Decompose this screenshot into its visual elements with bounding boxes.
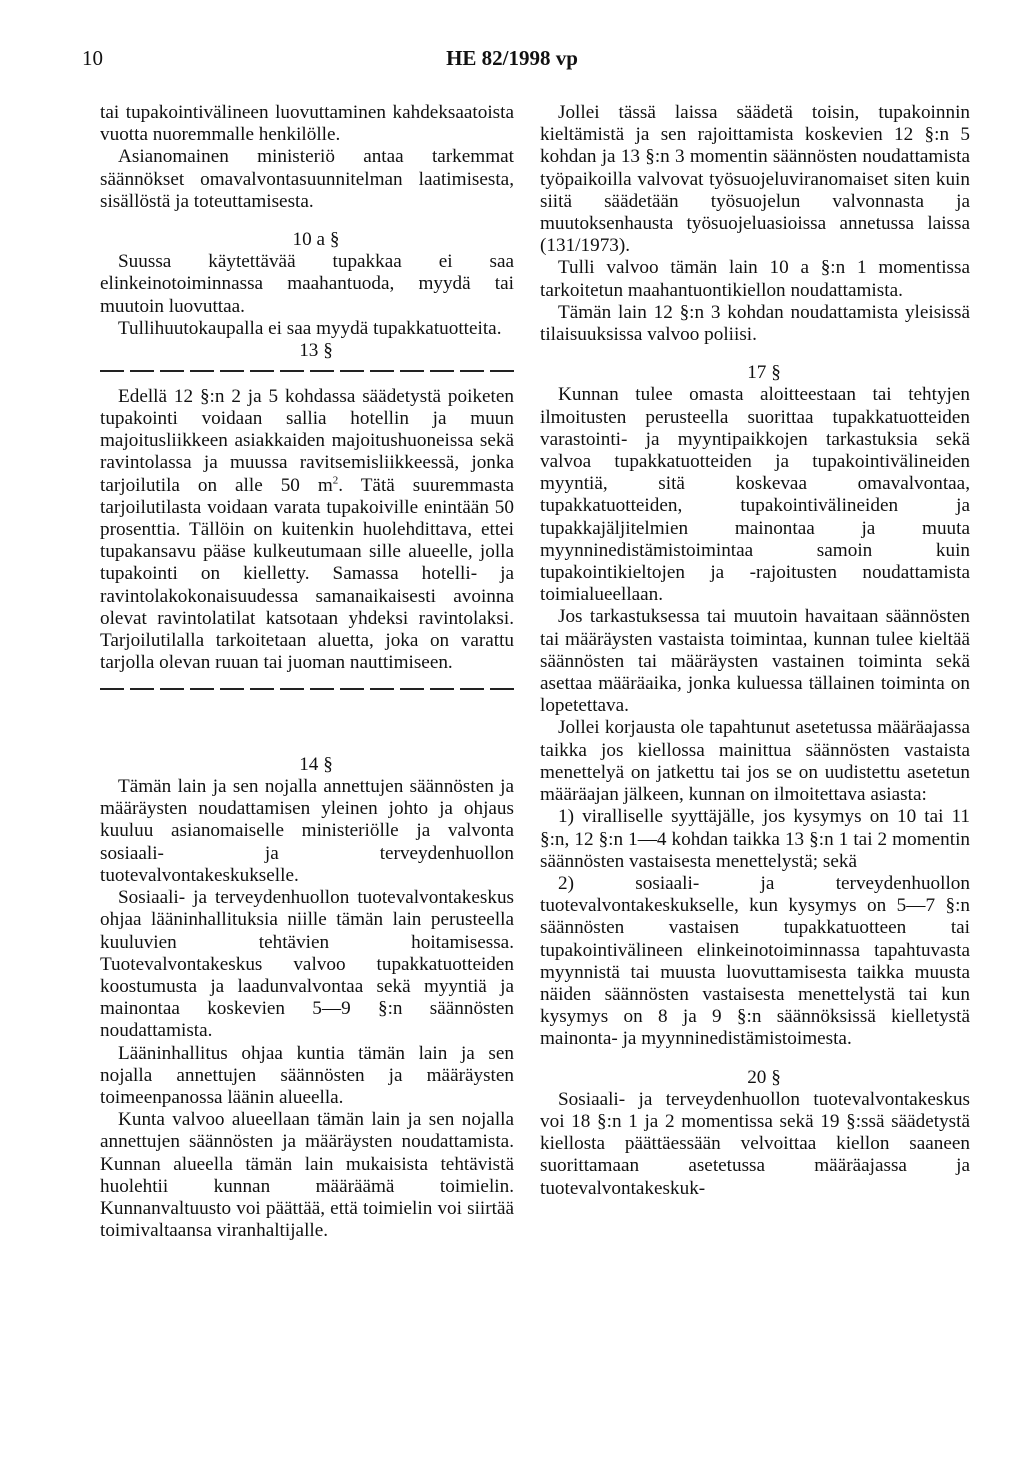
list-item: 1) viralliselle syyttäjälle, jos kysymys on 10 tai 11 §:n, 12 §:n 1—4 kohdan taikka 13 §:n 1 tai 2 momentin säännösten vastaisesta menettelystä; sekä — [540, 806, 970, 872]
page-header — [82, 46, 942, 76]
omission-dash-line — [100, 688, 514, 690]
section-heading-13: 13 § — [299, 340, 333, 362]
paragraph: Asianomainen ministeriö antaa tarkemmat säännökset omavalvontasuunnitelman laatimisesta, sisällöstä ja toteuttamisesta. — [100, 146, 514, 212]
section-heading-10a: 10 a § — [292, 229, 340, 251]
paragraph: Tulli valvoo tämän lain 10 a §:n 1 momentissa tarkoitetun maahantuontikiellon noudattamista. — [540, 257, 970, 301]
paragraph: Lääninhallitus ohjaa kuntia tämän lain ja sen nojalla annettujen säännösten ja määräysten toimeenpanossa läänin alueella. — [100, 1042, 514, 1108]
paragraph: Sosiaali- ja terveydenhuollon tuotevalvontakeskus ohjaa lääninhallituksia niille tämän lain perusteella kuuluvien tehtävien hoitamisessa. Tuotevalvontakeskus valvoo tupakkatuotteiden koostumusta ja laadunvalvontaa sekä myyntiä ja mainontaa koskevien 5—9 §:n säännösten noudattamista. — [100, 887, 514, 1042]
paragraph: Suussa käytettävää tupakkaa ei saa elinkeinotoiminnassa maahantuoda, myydä tai muutoin luovuttaa. — [100, 251, 514, 317]
paragraph-text: Edellä 12 §:n 2 ja 5 kohdassa säädetystä poiketen tupakointi voidaan sallia hotellin ja muun majoitusliikkeen asiakkaiden majoitushuoneissa sekä ravintolassa ja muussa ravitsemisliikkeessä, jonka tarjoilutila on alle 50 m — [100, 385, 514, 496]
paragraph: Tämän lain 12 §:n 3 kohdan noudattamista yleisissä tilaisuuksissa valvoo poliisi. — [540, 301, 970, 346]
paragraph: Kunnan tulee omasta aloitteestaan tai tehtyjen ilmoitusten perusteella suorittaa tupakkatuotteiden varastointi- ja myyntipaikkojen tarkastuksia sekä valvoa tupakkatuotteiden ja tupakointivälineiden myyntiä, sitä koskevaa omavalvontaa, tupakkatuotteiden, tupakointivälineiden ja tupakkajäljitelmien mainontaa ja muuta myynninedistämistoimintaa samoin kuin tupakointikieltojen ja -rajoitusten noudattamista toimialueellaan. — [540, 384, 970, 606]
paragraph: Tämän lain ja sen nojalla annettujen säännösten ja määräysten noudattamisen yleinen johto ja ohjaus kuuluu asianomaiselle ministeriölle ja valvonta sosiaali- ja terveydenhuollon tuotevalvontakeskukselle. — [100, 776, 514, 886]
section-heading-17: 17 § — [747, 362, 781, 384]
paragraph: Jollei korjausta ole tapahtunut asetetussa määräajassa taikka jos kiellossa mainittua säännösten vastaista menettelyä on jatkettu tai jos se on uudistettu asetetun määräajan jälkeen, kunnan on ilmoitettava asiasta: — [540, 717, 970, 806]
document-title: HE 82/1998 vp — [446, 46, 578, 70]
right-column — [540, 102, 970, 1200]
left-column — [100, 102, 514, 1242]
section-heading-14: 14 § — [299, 753, 333, 775]
paragraph: Sosiaali- ja terveydenhuollon tuotevalvontakeskus voi 18 §:n 1 ja 2 momentissa sekä 19 §:ssä säädetystä kiellosta päättäessään velvoittaa kiellon saaneen suorittamaan asetetussa määräajassa ja tuotevalvontakeskuk- — [540, 1088, 970, 1199]
superscript: 2 — [332, 474, 339, 487]
paragraph: Jollei tässä laissa säädetä toisin, tupakoinnin kieltämistä ja sen rajoittamista koskevien 12 §:n 5 kohdan ja 13 §:n 3 momentin säännösten noudattamista työpaikoilla valvovat työsuojeluviranomaiset siten kuin siitä säädetään työsuojelun valvonnasta ja muutoksenhausta työsuojeluasioissa annetussa laissa (131/1973). — [540, 102, 970, 257]
paragraph: Kunta valvoo alueellaan tämän lain ja sen nojalla annettujen säännösten ja määräysten noudattamista. Kunnan alueella tämän lain mukaisista tehtävistä huolehtii kunnan määräämä toimielin. Kunnanvaltuusto voi päättää, että toimielin voi siirtää toimivaltaansa viranhaltijalle. — [100, 1109, 514, 1242]
paragraph: Tullihuutokaupalla ei saa myydä tupakkatuotteita. — [118, 317, 502, 339]
omission-dash-line — [100, 370, 514, 372]
list-item: 2) sosiaali- ja terveydenhuollon tuotevalvontakeskukselle, kun kysymys on 5—7 §:n säännösten vastaisen tupakkatuotteen tai tupakointivälineen elinkeinotoiminnassa tapahtuvasta myynnistä tai muusta luovuttamisesta taikka muusta näiden säännösten vastaisesta menettelystä tai kun kysymys on 8 ja 9 §:n säännöksissä kielletystä mainonta- ja myynninedistämistoimesta. — [540, 872, 970, 1050]
paragraph: tai tupakointivälineen luovuttaminen kahdeksaatoista vuotta nuoremmalle henkilölle. — [100, 102, 514, 146]
paragraph-text: . Tätä suuremmasta tarjoilutilasta voidaan varata tupakoiville enintään 50 prosenttia. Tällöin on kuitenkin huolehdittava, ettei tupakansavu pääse kulkeutumaan sille alueelle, jolla tupakointi on kielletty. Samassa hotelli- ja ravintolakokonaisuudessa samanaikaisesti avoinna olevat ravintolatilat katsotaan yhdeksi ravintolaksi. Tarjoilutilalla tarkoitetaan aluetta, joka on varattu tarjolla olevan ruuan tai juoman nauttimiseen. — [100, 474, 515, 674]
paragraph — [100, 386, 514, 675]
section-heading-20: 20 § — [747, 1066, 781, 1088]
paragraph: Jos tarkastuksessa tai muutoin havaitaan säännösten tai määräysten vastaista toimintaa, kunnan tulee kieltää säännösten tai määräysten vastainen toiminta sekä asettaa määräaika, jonka kuluessa tällainen toiminta on lopetettava. — [540, 606, 970, 717]
page-number: 10 — [82, 46, 103, 70]
